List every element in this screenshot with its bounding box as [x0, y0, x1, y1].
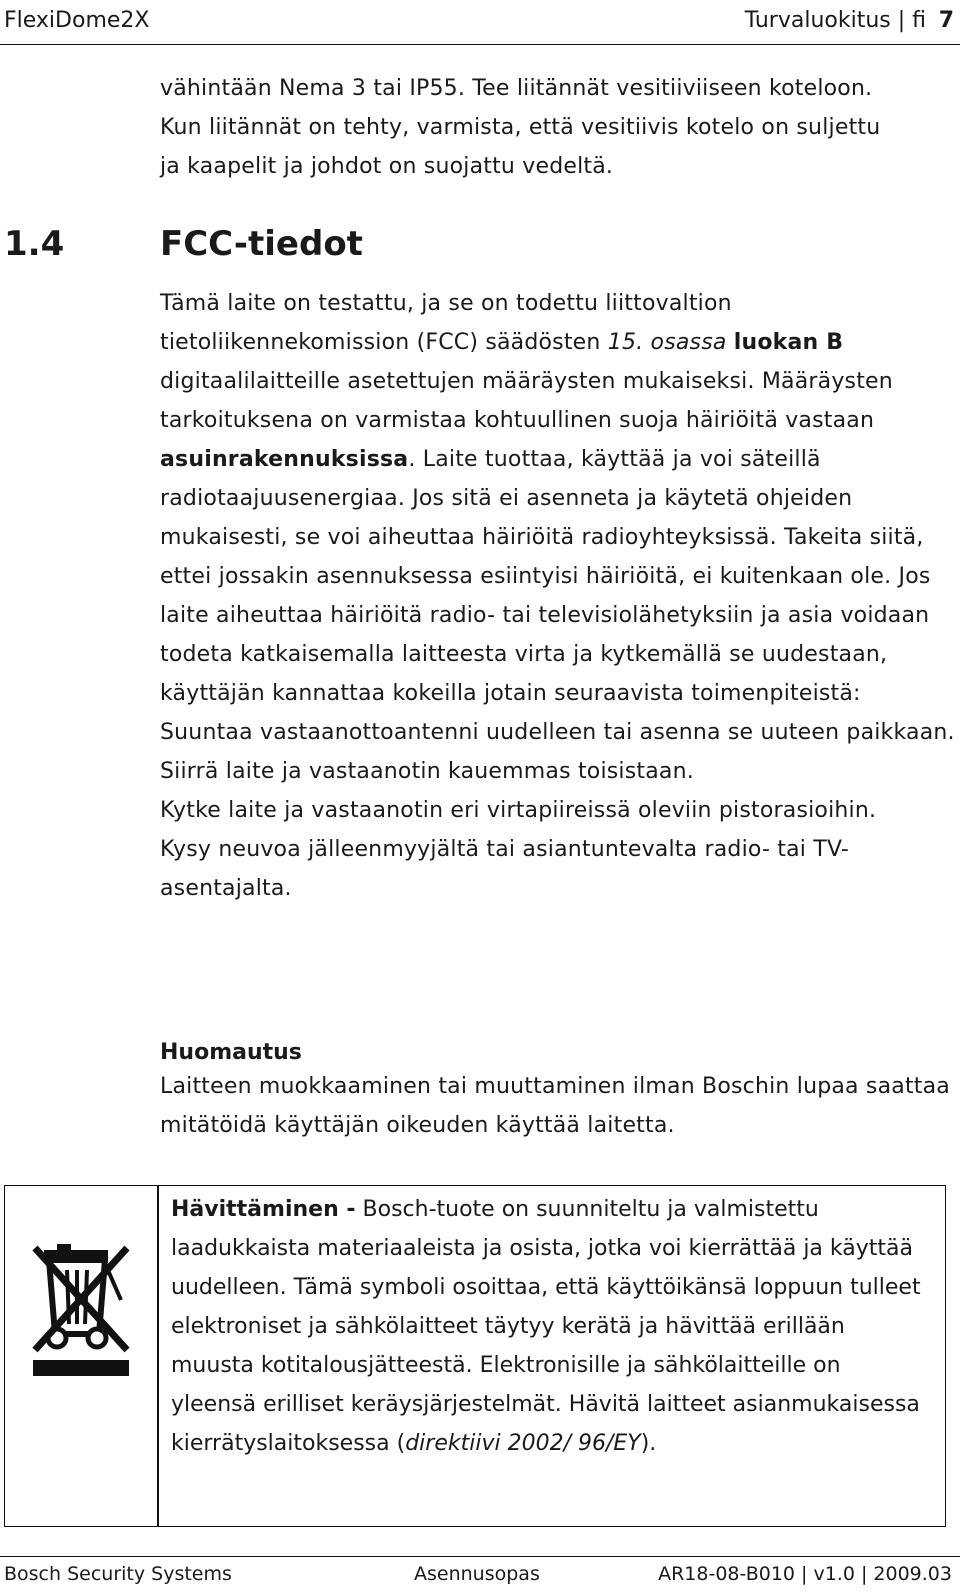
section-title: FCC-tiedot [160, 224, 363, 264]
fcc-step: Kysy neuvoa jälleenmyyjältä tai asiantuntevalta radio- tai TV-asentajalta. [160, 837, 850, 901]
directive-ref: direktiivi 2002/ 96/EY [405, 1431, 641, 1456]
section-number: 1.4 [4, 224, 65, 264]
intro-paragraph [160, 69, 960, 186]
fcc-paragraph [160, 284, 960, 908]
note-title: Huomautus [160, 1040, 302, 1065]
fcc-step: Siirrä laite ja vastaanotin kauemmas toisistaan. [160, 759, 694, 784]
fcc-part-ref: 15. osassa [607, 330, 727, 355]
fcc-class-ref: luokan B [733, 330, 844, 355]
page-header [0, 0, 960, 45]
note-text: Laitteen muokkaaminen tai muuttaminen ilman Boschin lupaa saattaa mitätöidä käyttäjän oikeuden käyttää laitetta. [160, 1074, 950, 1138]
fcc-residential: asuinrakennuksissa [160, 447, 409, 472]
crossed-out-wheelie-bin-icon [27, 1238, 137, 1378]
disposal-box [4, 1185, 946, 1527]
fcc-statement: Tämä laite on testattu, ja se on todettu liittovaltion tietoliikennekomission (FCC) säädösten 15. osassa luokan B digitaalilaitteille asetettujen määräysten mukaiseksi. Määräysten tarkoituksena on varmistaa kohtuullinen suoja häiriöitä vastaan asuinrakennuksissa. Laite tuottaa, käyttää ja voi säteillä radiotaajuusenergiaa. Jos sitä ei asenneta ja käytetä ohjeiden mukaisesti, se voi aiheuttaa häiriöitä radioyhteyksissä. Takeita siitä, ettei jossakin asennuksessa esiintyisi häiriöitä, ei kuitenkaan ole. Jos laite aiheuttaa häiriöitä radio- tai televisiolähetyksiin ja asia voidaan todeta katkaisemalla laitteesta virta ja kytkemällä se uudestaan, käyttäjän kannattaa kokeilla jotain seuraavista toimenpiteistä: [160, 291, 931, 706]
footer-company: Bosch Security Systems [4, 1563, 232, 1585]
fcc-step: Kytke laite ja vastaanotin eri virtapiireissä oleviin pistorasioihin. [160, 798, 877, 823]
header-product: FlexiDome2X [4, 8, 150, 33]
disposal-lead: Hävittäminen - [171, 1197, 356, 1222]
intro-line: vähintään Nema 3 tai IP55. Tee liitännät vesitiiviiseen koteloon. [160, 76, 873, 101]
intro-line: ja kaapelit ja johdot on suojattu vedeltä. [160, 154, 614, 179]
footer-doc-type: Asennusopas [414, 1563, 540, 1585]
footer-doc-ref: AR18-08-B010 | v1.0 | 2009.03 [658, 1563, 952, 1585]
disposal-divider [157, 1186, 159, 1526]
page-footer [0, 1556, 960, 1592]
disposal-text: Hävittäminen - Bosch-tuote on suunniteltu ja valmistettu laadukkaista materiaaleista ja osista, jotka voi kierrättää ja käyttää uudelleen. Tämä symboli osoittaa, että käyttöikänsä loppuun tulleet elektroniset ja sähkölaitteet täytyy kerätä ja hävittää erillään muusta kotitalousjätteestä. Elektronisille ja sähkölaitteille on yleensä erilliset keräysjärjestelmät. Hävitä laitteet asianmukaisessa kierrätyslaitoksessa (direktiivi 2002/ 96/EY). [171, 1197, 921, 1456]
fcc-step: Suuntaa vastaanottoantenni uudelleen tai asenna se uuteen paikkaan. [160, 720, 955, 745]
header-section: Turvaluokitus | fi [744, 8, 926, 33]
intro-line: Kun liitännät on tehty, varmista, että vesitiivis kotelo on suljettu [160, 115, 881, 140]
page-number: 7 [938, 8, 954, 33]
